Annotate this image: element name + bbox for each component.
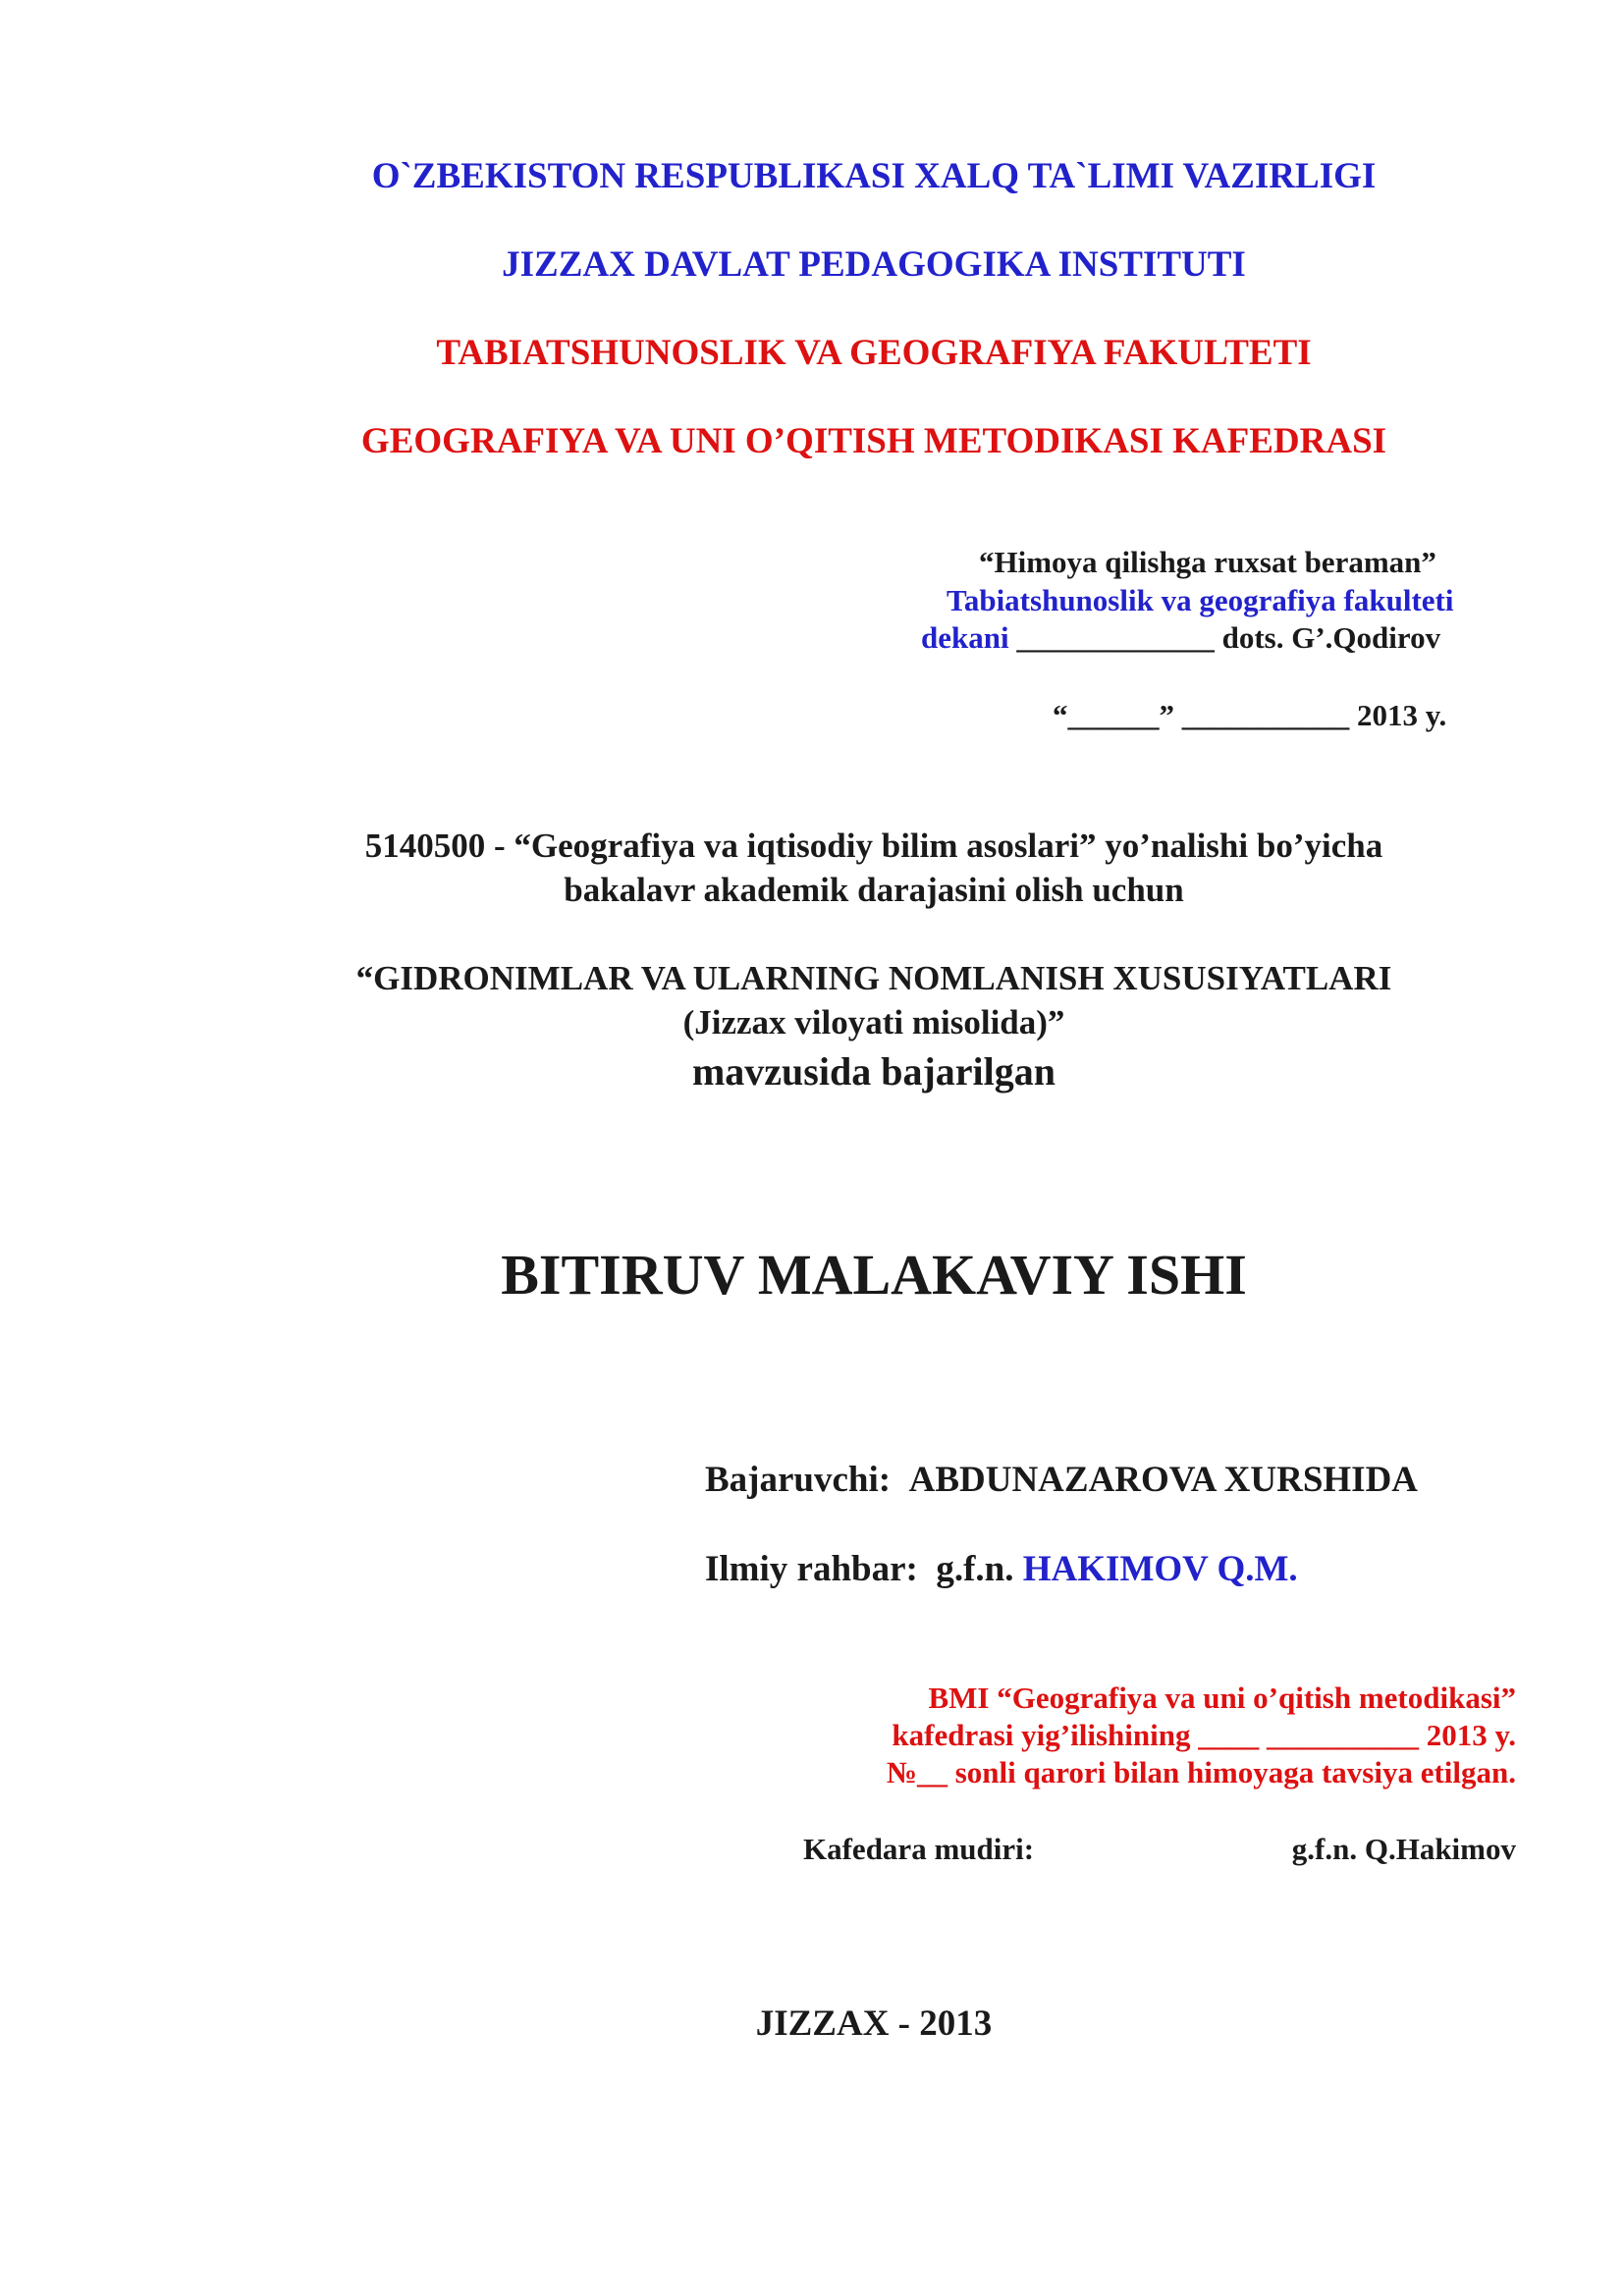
- topic-line-2: (Jizzax viloyati misolida)”: [682, 1003, 1065, 1041]
- head-of-department-label: Kafedara mudiri:: [803, 1832, 1035, 1866]
- ministry-heading: O`ZBEKISTON RESPUBLIKASI XALQ TA`LIMI VAZIRLIGI: [371, 156, 1377, 196]
- dean-label: dekani: [921, 620, 1009, 655]
- recommendation-line-3: №__ sonli qarori bilan himoyaga tavsiya etilgan.: [886, 1755, 1516, 1789]
- dean-signature-blank: _____________: [1016, 620, 1215, 655]
- approval-faculty: Tabiatshunoslik va geografiya fakulteti: [947, 583, 1454, 617]
- program-line-1: 5140500 - “Geografiya va iqtisodiy bilim asoslari” yo’nalishi bo’yicha: [364, 827, 1383, 865]
- author-line: [705, 1459, 1418, 1501]
- approval-permission: “Himoya qilishga ruxsat beraman”: [979, 545, 1436, 579]
- topic-line-1: “GIDRONIMLAR VA ULARNING NOMLANISH XUSUSIYATLARI: [355, 959, 1392, 997]
- approval-dean-line: [921, 620, 1440, 656]
- topic-line-3: mavzusida bajarilgan: [691, 1049, 1056, 1094]
- head-of-department-name: g.f.n. Q.Hakimov: [1291, 1832, 1516, 1866]
- work-title: BITIRUV MALAKAVIY ISHI: [501, 1243, 1247, 1307]
- program-line-2: bakalavr akademik darajasini olish uchun: [564, 871, 1184, 909]
- footer-city-year: JIZZAX - 2013: [755, 2003, 993, 2044]
- recommendation-line-1: BMI “Geografiya va uni o’qitish metodikasi”: [928, 1681, 1516, 1715]
- department-heading: GEOGRAFIYA VA UNI O’QITISH METODIKASI KAFEDRASI: [360, 421, 1387, 461]
- supervisor-label: Ilmiy rahbar:: [705, 1549, 918, 1589]
- supervisor-line: [705, 1548, 1298, 1590]
- dean-name: dots. G’.Qodirov: [1221, 620, 1441, 655]
- faculty-heading: TABIATSHUNOSLIK VA GEOGRAFIYA FAKULTETI: [436, 333, 1312, 373]
- institute-heading: JIZZAX DAVLAT PEDAGOGIKA INSTITUTI: [502, 244, 1246, 285]
- supervisor-name: HAKIMOV Q.M.: [1022, 1549, 1298, 1589]
- author-name: ABDUNAZAROVA XURSHIDA: [908, 1460, 1419, 1500]
- recommendation-line-2: kafedrasi yig’ilishining ____ __________ 2013 y.: [892, 1718, 1516, 1752]
- supervisor-degree: g.f.n.: [936, 1549, 1014, 1589]
- author-label: Bajaruvchi:: [705, 1460, 892, 1500]
- approval-date-line: “______” ___________ 2013 y.: [1053, 698, 1447, 732]
